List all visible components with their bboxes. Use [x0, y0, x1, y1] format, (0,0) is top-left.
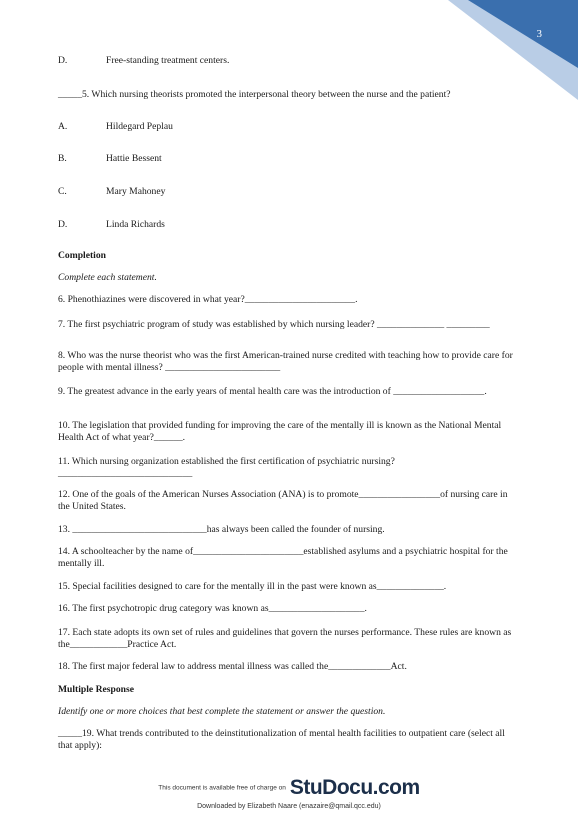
section-heading-multiple-response: Multiple Response: [58, 684, 134, 695]
studocu-logo[interactable]: [290, 776, 420, 799]
option-letter: D.: [58, 219, 68, 230]
option-text: Linda Richards: [106, 219, 165, 230]
question-7: 7. The first psychiatric program of study was established by which nursing leader? ______________ _________: [58, 319, 490, 330]
question-11: 11. Which nursing organization established the first certification of psychiatric nursing? ____________________________: [58, 456, 395, 479]
question-19: _____19. What trends contributed to the deinstitutionalization of mental health facilities to outpatient care (select all that apply):: [58, 728, 505, 751]
question-5: _____5. Which nursing theorists promoted the interpersonal theory between the nurse and the patient?: [58, 89, 451, 100]
option-letter: A.: [58, 121, 68, 132]
option-text: Hildegard Peplau: [106, 121, 173, 132]
question-6: 6. Phenothiazines were discovered in what year?_______________________.: [58, 294, 358, 305]
footer-note: This document is available free of charge on: [158, 784, 286, 792]
question-10: 10. The legislation that provided funding for improving the care of the mentally ill is known as the National Mental Health Act of what year?______.: [58, 420, 502, 443]
option-letter: B.: [58, 153, 67, 164]
section-instruction: Complete each statement.: [58, 272, 157, 283]
download-notice: Downloaded by Elizabeth Naare (enazaire@qmail.qcc.edu): [197, 803, 381, 810]
question-15: 15. Special facilities designed to care for the mentally ill in the past were known as______________.: [58, 581, 447, 592]
option-text: Hattie Bessent: [106, 153, 162, 164]
studocu-footer: [0, 776, 578, 800]
question-14: 14. A schoolteacher by the name of_______________________established asylums and a psychiatric hospital for the mentally ill.: [58, 546, 508, 569]
option-text: Mary Mahoney: [106, 186, 166, 197]
logo-suffix: .com: [372, 776, 420, 799]
question-13: 13. ____________________________has always been called the founder of nursing.: [58, 524, 385, 535]
option-letter: C.: [58, 186, 67, 197]
option-text: Free-standing treatment centers.: [106, 55, 230, 66]
question-16: 16. The first psychotropic drug category was known as____________________.: [58, 603, 367, 614]
question-17: 17. Each state adopts its own set of rules and guidelines that govern the nurses performance. These rules are known as the____________Practice Act.: [58, 627, 512, 650]
page-number: 3: [536, 28, 542, 40]
section-instruction: Identify one or more choices that best complete the statement or answer the question.: [58, 706, 386, 717]
page-corner-decoration: [448, 0, 578, 100]
question-8: 8. Who was the nurse theorist who was the first American-trained nurse credited with teaching how to provide care for people with mental illness? ________________________: [58, 350, 513, 373]
section-heading-completion: Completion: [58, 250, 106, 261]
question-18: 18. The first major federal law to address mental illness was called the_____________Act.: [58, 661, 407, 672]
option-letter: D.: [58, 55, 68, 66]
question-12: 12. One of the goals of the American Nurses Association (ANA) is to promote_________________of nursing care in the United States.: [58, 489, 508, 512]
question-9: 9. The greatest advance in the early years of mental health care was the introduction of ___________________.: [58, 386, 487, 397]
logo-main: StuDocu: [289, 776, 373, 799]
